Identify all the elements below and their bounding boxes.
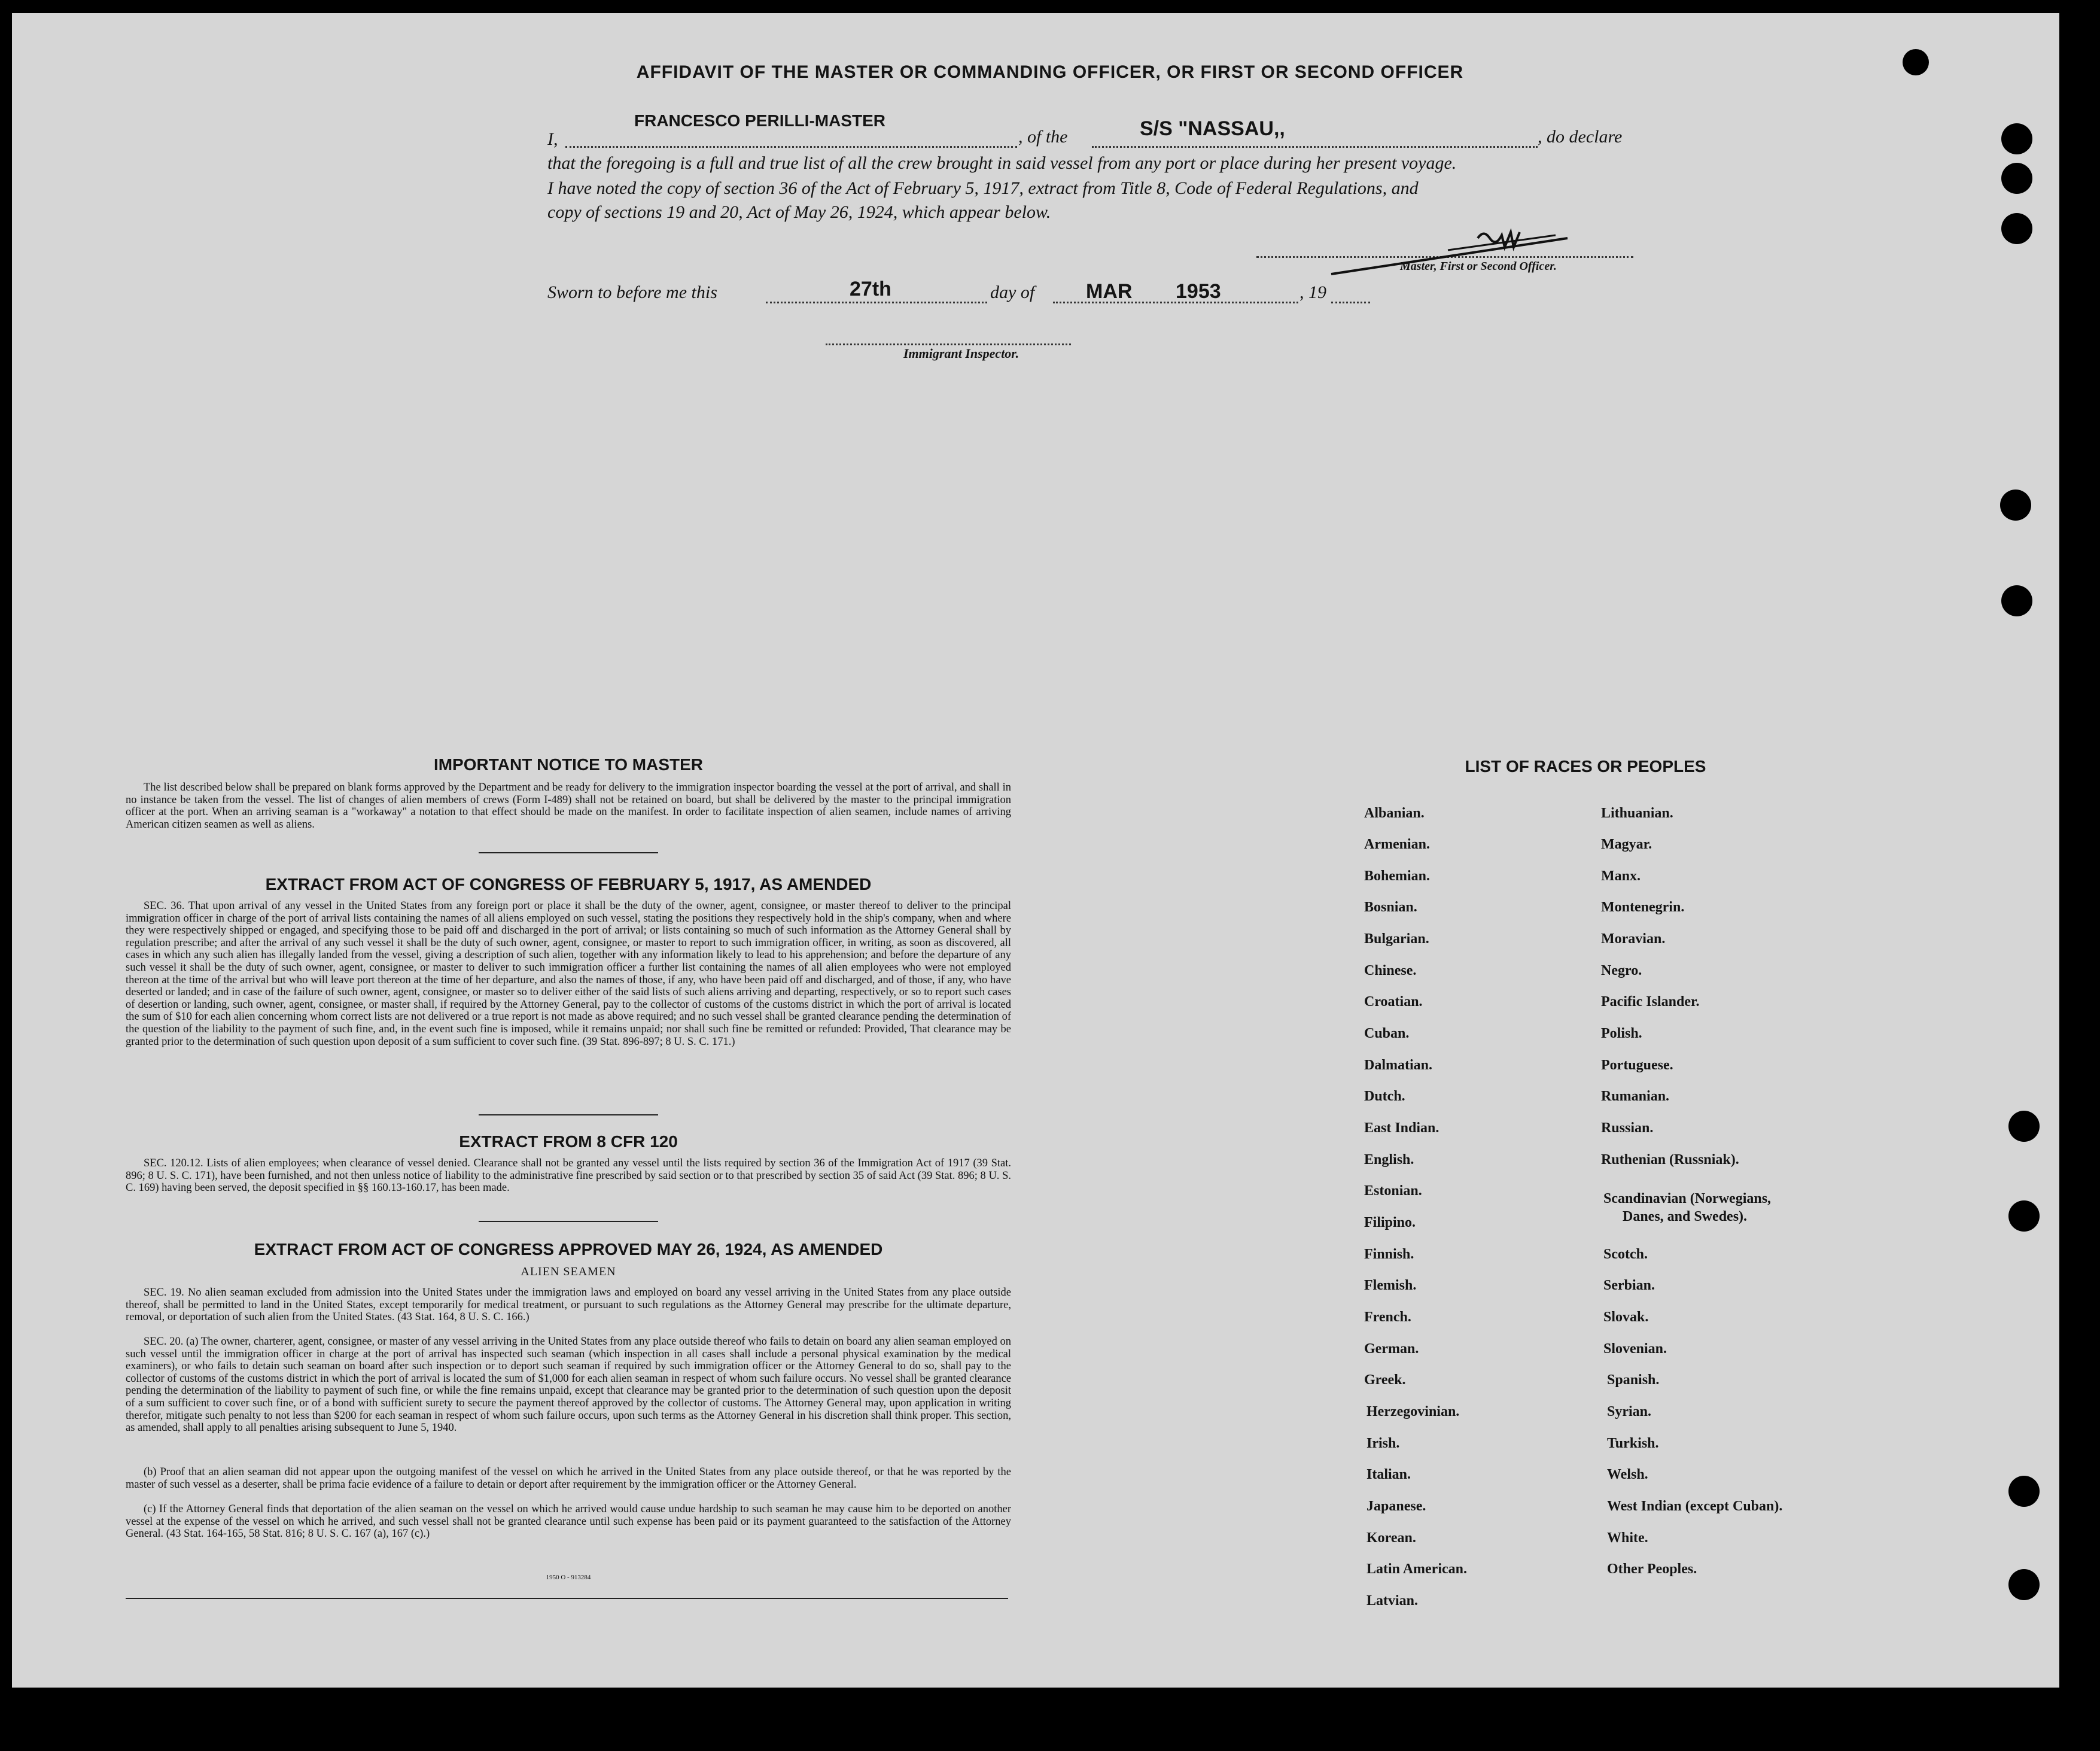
day-field: 27th [850,278,891,300]
race-left-item: French. [1364,1309,1411,1325]
affidavit-title: AFFIDAVIT OF THE MASTER OR COMMANDING OFFICER, OR FIRST OR SECOND OFFICER [636,62,1464,82]
race-left-item: Estonian. [1364,1183,1422,1199]
race-left-item: Flemish. [1364,1278,1417,1293]
race-right-item: Welsh. [1607,1467,1648,1482]
race-left-item: Finnish. [1364,1247,1414,1262]
extract-1924-sec20a: SEC. 20. (a) The owner, charterer, agent, consignee, or master of any vessel arriving in the United States from any place outside thereof who fails to detain on board any alien seaman employed on such vessel until the immigration officer in charge at the port of arrival has inspected such seaman (which inspection in all cases shall include a personal physical examination by the medical examiners), or who fails to detain such seaman on board after such inspection or to deport such seaman if required by such immigration officer or the Attorney General to do so, shall pay to the collector of customs of the customs district in which the port of arrival is located the sum of $1,000 for each alien seaman in respect of whom such failure occurs. No vessel shall be granted clearance pending the determination of the liability to payment of such fine, or while the fine remains unpaid, except that clearance may be granted prior to the determination of such question upon the deposit of a sum sufficient to cover such fine, or of a bond with sufficient surety to secure the payment thereof approved by the collector of customs. The Attorney General may, upon application in writing therefor, mitigate such penalty to not less than $200 for each seaman in respect of whom such failure occurs, upon such terms as the Attorney General in his discretion shall think proper. This section, as amended, shall apply to all penalties arising subsequent to June 5, 1940. [126,1336,1011,1434]
race-right-item: Pacific Islander. [1601,994,1700,1010]
race-left-item: English. [1364,1152,1414,1168]
document-page [12,13,2059,1688]
race-left-item: East Indian. [1364,1120,1439,1136]
inspector-caption: Immigrant Inspector. [903,346,1019,361]
race-right-item: Manx. [1601,868,1641,884]
punch-hole-icon [2008,1200,2040,1232]
extract-1924-title: EXTRACT FROM ACT OF CONGRESS APPROVED MAY 26, 1924, AS AMENDED [254,1240,883,1258]
punch-hole-icon [2001,123,2032,154]
race-left-item: Greek. [1364,1372,1406,1388]
race-left-item: Bosnian. [1364,899,1417,915]
race-right-item: Moravian. [1601,931,1666,947]
race-left-item: Italian. [1366,1467,1411,1482]
extract-1924-sec20b: (b) Proof that an alien seaman did not appear upon the outgoing manifest of the vessel on which he arrived in the United States from any place outside thereof, or that he was reported by the master of such vessel as a deserter, shall be prima facie evidence of a failure to detain or deport after requirement by the immigration officer or the Attorney General. [126,1466,1011,1491]
year-fill-line [1331,302,1370,303]
race-left-item: Albanian. [1364,805,1425,821]
race-right-item: Ruthenian (Russniak). [1601,1152,1739,1168]
extract-1917-title: EXTRACT FROM ACT OF CONGRESS OF FEBRUARY 5, 1917, AS AMENDED [265,875,872,893]
race-right-item: Negro. [1601,963,1642,978]
punch-hole-icon [2001,585,2032,616]
race-left-item: Bulgarian. [1364,931,1429,947]
race-right-item: Scandinavian (Norwegians, [1603,1191,1772,1206]
year-prefix: , 19 [1299,282,1326,302]
master-name-field: FRANCESCO PERILLI-MASTER [634,111,885,130]
race-left-item: Japanese. [1366,1498,1426,1514]
race-right-item: Montenegrin. [1601,899,1685,915]
day-fill-line [766,302,987,303]
race-right-item: Portuguese. [1601,1057,1673,1073]
section-divider [479,1114,658,1115]
punch-hole-icon [2008,1111,2040,1142]
race-right-item: Spanish. [1607,1372,1660,1388]
month-field: MAR [1086,280,1133,303]
name-fill-line [565,146,1017,148]
extract-1917-body: SEC. 36. That upon arrival of any vessel in the United States from any foreign port or place it shall be the duty of the owner, agent, consignee, or master thereof to deliver to the principal immigration officer in charge of the port of arrival lists containing the names of all aliens employed on such vessel, stating the positions they respectively hold in the ship's company, when and where they were respectively shipped or engaged, and specifying those to be paid off and discharged in the port of arrival; or lists containing so much of such information as the Attorney General shall by regulation prescribe; and after the arrival of any such vessel it shall be the duty of such owner, agent, consignee, or master to report to such immigration officer, in writing, as soon as discovered, all cases in which any such alien has illegally landed from the vessel, giving a description of such alien, together with any information likely to lead to his apprehension; and before the departure of any such vessel it shall be the duty of such owner, agent, consignee, or master to deliver to such immigration officer a further list containing the names of all alien employees who were not employed thereon at the time of the arrival but who will leave port thereon at the time of her departure, and also the names of those, if any, who have been paid off and discharged, and of those, if any, who have deserted or landed; and in case of the failure of such owner, agent, consignee, or master so to deliver either of the said lists of such aliens arriving and departing, respectively, or so to report such cases of desertion or landing, such owner, agent, consignee, or master shall, if required by the Attorney General, pay to the collector of customs of the customs district in which the port of arrival is located the sum of $10 for each alien concerning whom correct lists are not delivered or a true report is not made as above required; and no such vessel shall be granted clearance pending the determination of the question of the liability to the payment of such fine, and, in the event such fine is imposed, while it remains unpaid; nor shall such fine be remitted or refunded: Provided, That clearance may be granted prior to the determination of such question upon deposit of a sum sufficient to cover such fine. (39 Stat. 896-897; 8 U. S. C. 171.) [126,900,1011,1048]
race-left-item: Dalmatian. [1364,1057,1432,1073]
race-left-item: Croatian. [1364,994,1423,1010]
declaration-line-4: copy of sections 19 and 20, Act of May 26, 1924, which appear below. [547,202,1051,222]
of-the-label: , of the [1018,127,1068,147]
inspector-signature-line [826,343,1071,345]
race-right-item: Other Peoples. [1607,1561,1697,1577]
print-code: 1950 O - 913284 [546,1574,591,1581]
declaration-line-3: I have noted the copy of section 36 of the Act of February 5, 1917, extract from Title 8, Code of Federal Regulations, and [547,178,1419,198]
race-left-item: Latvian. [1366,1593,1419,1609]
race-right-item: Turkish. [1607,1436,1659,1451]
section-divider [479,852,658,853]
race-left-item: Dutch. [1364,1089,1405,1104]
race-right-item: Russian. [1601,1120,1654,1136]
race-left-item: Korean. [1366,1530,1416,1546]
race-left-item: Filipino. [1364,1215,1416,1230]
race-right-item: Slovenian. [1603,1341,1667,1357]
race-left-item: Bohemian. [1364,868,1431,884]
race-left-item: Cuban. [1364,1026,1410,1041]
year-field: 1953 [1176,280,1221,303]
race-right-item: Lithuanian. [1601,805,1673,821]
race-left-item: Chinese. [1364,963,1417,978]
race-right-item: Scotch. [1603,1247,1648,1262]
races-title: LIST OF RACES OR PEOPLES [1465,757,1706,776]
punch-hole-icon [2008,1569,2040,1600]
punch-hole-icon [2000,490,2031,521]
sworn-label: Sworn to before me this [547,282,717,302]
section-divider [479,1221,658,1222]
race-left-item: Herzegovinian. [1366,1404,1460,1419]
race-right-item: Polish. [1601,1026,1642,1041]
extract-cfr-body: SEC. 120.12. Lists of alien employees; when clearance of vessel denied. Clearance shall not be granted any vessel until the lists required by section 36 of the Immigration Act of 1917 (39 Stat. 896; 8 U. S. C. 171), have been furnished, and not then unless notice of liability to the administrative fine prescribed by said section or to that prescribed by section 35 of said Act (39 Stat. 896; 8 U. S. C. 169) having been served, the deposit specified in §§ 160.13-160.17, has been made. [126,1157,1011,1194]
punch-hole-icon [2001,213,2032,244]
race-right-item: Magyar. [1601,837,1652,852]
punch-hole-icon [2001,163,2032,194]
race-right-item: White. [1607,1530,1648,1546]
declaration-line-2: that the foregoing is a full and true list of all the crew brought in said vessel from any port or place during her present voyage. [547,153,1457,173]
day-of-label: day of [990,282,1035,302]
i-label: I, [547,129,558,149]
race-right-item: Rumanian. [1601,1089,1670,1104]
race-right-item: Slovak. [1603,1309,1649,1325]
race-left-item: German. [1364,1341,1419,1357]
race-left-item: Latin American. [1366,1561,1467,1577]
extract-1924-sec20c: (c) If the Attorney General finds that deportation of the alien seaman on the vessel on which he arrived would cause undue hardship to such seaman he may cause him to be deported on another vessel at the expense of the vessel on which he arrived, and such vessel shall not be granted clearance until such expense has been paid or its payment guaranteed to the satisfaction of the Attorney General. (43 Stat. 164-165, 58 Stat. 816; 8 U. S. C. 167 (a), 167 (c).) [126,1503,1011,1540]
race-left-item: Irish. [1366,1436,1400,1451]
vessel-fill-line [1092,146,1538,148]
race-right-item: Danes, and Swedes). [1623,1209,1748,1224]
punch-hole-icon [2008,1476,2040,1507]
do-declare-label: , do declare [1538,127,1623,147]
extract-1924-sec19: SEC. 19. No alien seaman excluded from admission into the United States under the immigration laws and employed on board any vessel arriving in the United States from any place outside thereof, shall be permitted to land in the United States, except temporarily for medical treatment, or pursuant to such regulations as the Attorney General may prescribe for the ultimate departure, removal, or deportation of such alien from the United States. (43 Stat. 164, 8 U. S. C. 166.) [126,1287,1011,1324]
signature-caption: Master, First or Second Officer. [1400,260,1557,273]
bottom-rule [126,1598,1008,1599]
notice-title: IMPORTANT NOTICE TO MASTER [433,755,704,774]
race-right-item: Serbian. [1603,1278,1655,1293]
vessel-name-field: S/S "NASSAU,, [1140,117,1285,140]
extract-cfr-title: EXTRACT FROM 8 CFR 120 [459,1132,678,1151]
notice-body: The list described below shall be prepared on blank forms approved by the Department and be ready for delivery to the immigration inspector boarding the vessel at the port of arrival, and shall in no instance be taken from the vessel. The list of changes of alien members of crews (Form I-489) shall not be retained on board, but shall be delivered by the master to the principal immigration officer at the port. When an arriving seaman is a "workaway" a notation to that effect should be made on the manifest. In order to facilitate inspection of alien seamen, include names of arriving American citizen seamen as well as aliens. [126,782,1011,831]
race-left-item: Armenian. [1364,837,1430,852]
alien-seamen-subtitle: ALIEN SEAMEN [521,1265,616,1278]
declaration-line-1 [547,127,1636,152]
race-right-item: Syrian. [1607,1404,1652,1419]
race-right-item: West Indian (except Cuban). [1607,1498,1783,1514]
